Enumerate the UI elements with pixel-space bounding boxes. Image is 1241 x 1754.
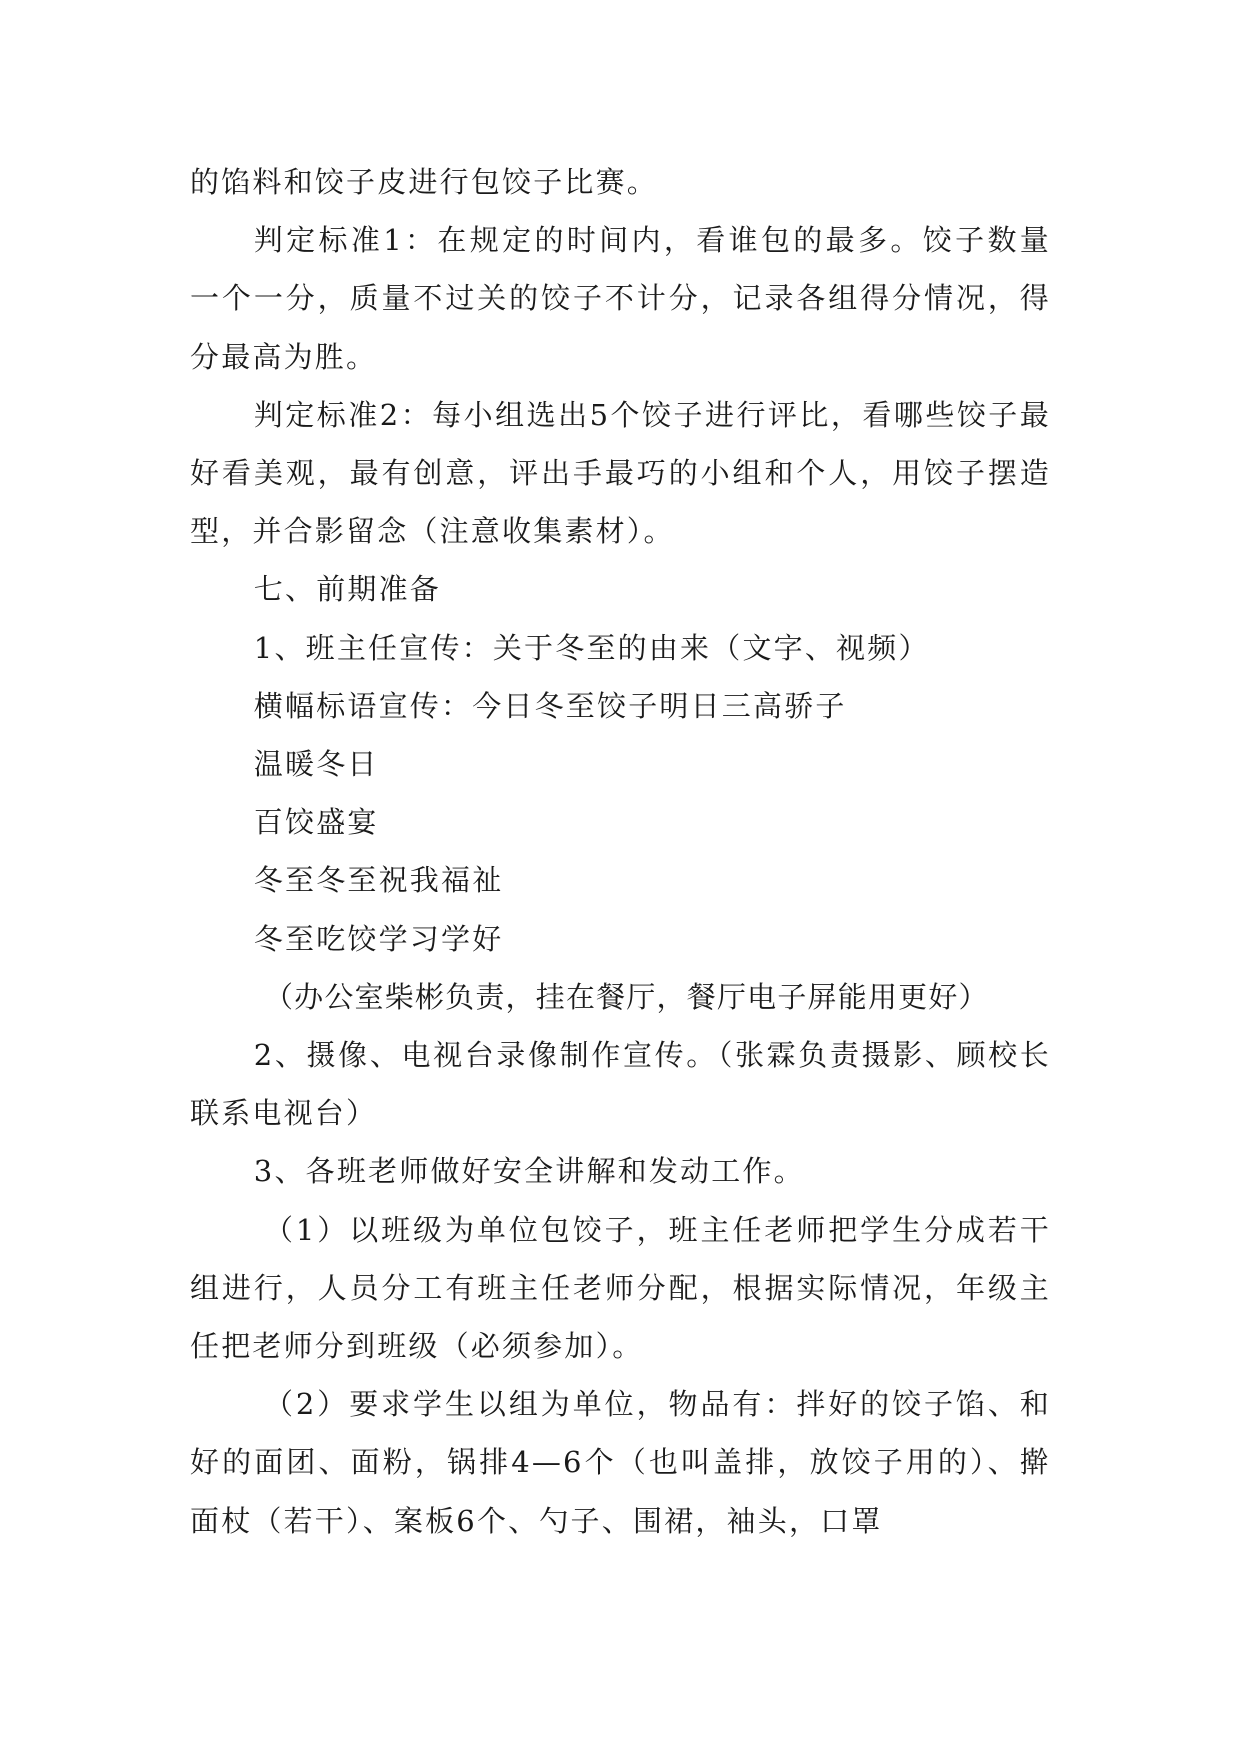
document-body — [190, 153, 1051, 1550]
paragraph-item-3: 3、各班老师做好安全讲解和发动工作。 — [253, 1154, 805, 1189]
paragraph-office-note: （办公室柴彬负责，挂在餐厅，餐厅电子屏能用更好） — [263, 979, 989, 1014]
paragraph-subitem-1: （1）以班级为单位包饺子，班主任老师把学生分成若干组进行，人员分工有班主任老师分配，根据实际情况，年级主任把老师分到班级（必须参加）。 — [190, 1212, 1051, 1364]
paragraph-banner-slogan: 横幅标语宣传：今日冬至饺子明日三高骄子 — [253, 688, 847, 723]
paragraph-criterion-1: 判定标准1：在规定的时间内，看谁包的最多。饺子数量一个一分，质量不过关的饺子不计分，记录各组得分情况，得分最高为胜。 — [190, 223, 1051, 374]
slogan-line: 百饺盛宴 — [253, 805, 379, 840]
slogan-line: 冬至冬至祝我福祉 — [253, 863, 504, 898]
paragraph-item-1: 1、班主任宣传：关于冬至的由来（文字、视频） — [253, 630, 930, 665]
paragraph-subitem-2: （2）要求学生以组为单位，物品有：拌好的饺子馅、和好的面团、面粉，锅排4—6个（也叫盖排，放饺子用的）、擀面杖（若干）、案板6个、勺子、围裙，袖头，口罩 — [190, 1387, 1051, 1538]
paragraph-criterion-2: 判定标准2：每小组选出5个饺子进行评比，看哪些饺子最好看美观，最有创意，评出手最巧的小组和个人，用饺子摆造型，并合影留念（注意收集素材）。 — [190, 397, 1051, 549]
paragraph-item-2: 2、摄像、电视台录像制作宣传。（张霖负责摄影、顾校长联系电视台） — [190, 1038, 1051, 1131]
paragraph-filling-competition: 的馅料和饺子皮进行包饺子比赛。 — [190, 165, 659, 199]
slogan-line: 温暖冬日 — [253, 747, 379, 782]
slogan-line: 冬至吃饺学习学好 — [253, 921, 504, 956]
section-heading-preparation: 七、前期准备 — [253, 572, 441, 607]
